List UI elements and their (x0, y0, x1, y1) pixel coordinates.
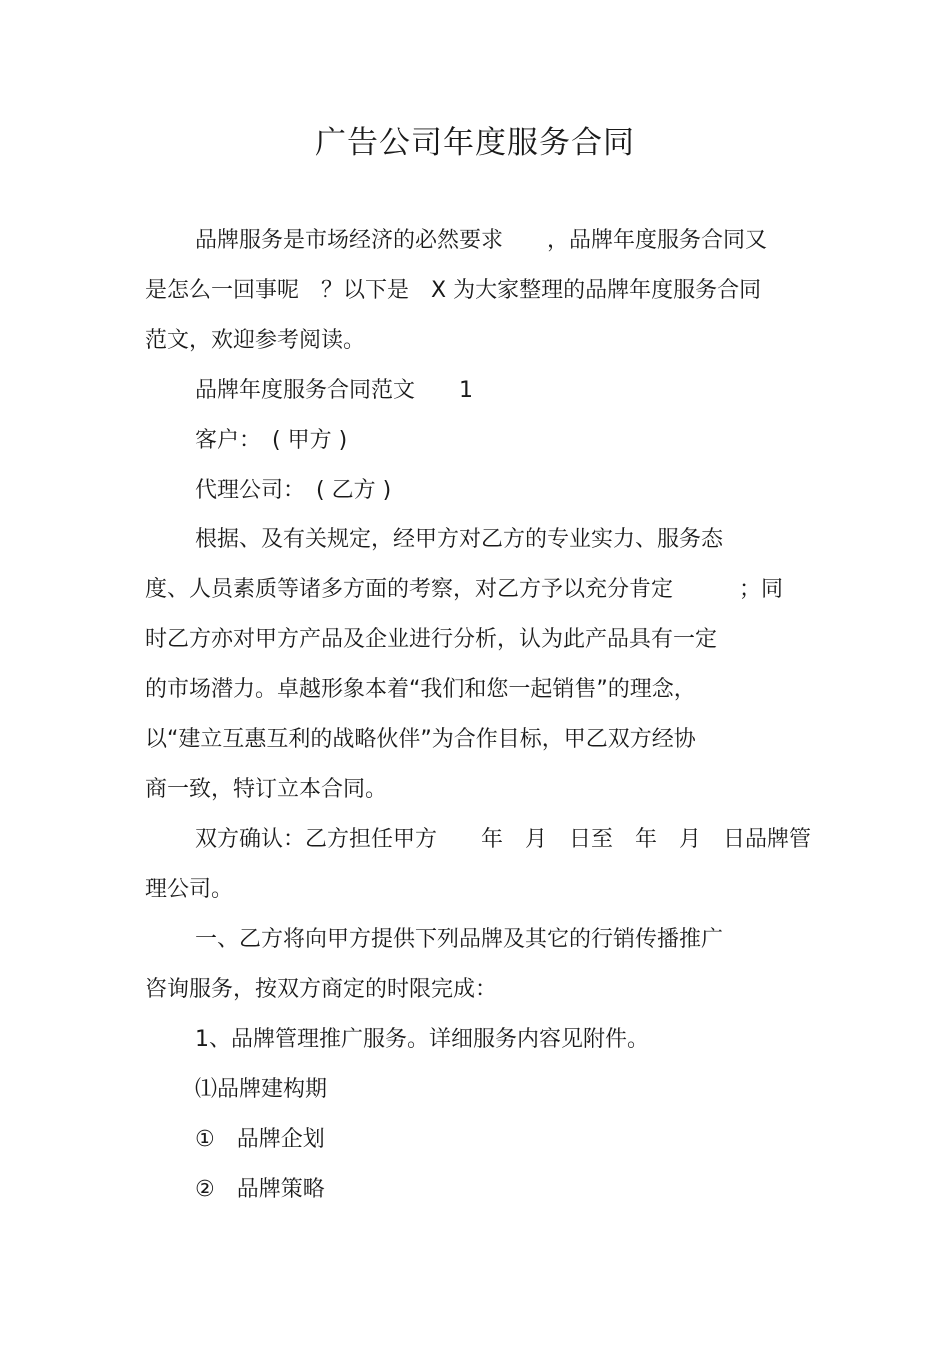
paragraph-line: 度、人员素质等诸多方面的考察，对乙方予以充分肯定 ；同 (145, 577, 784, 602)
section-heading: 品牌年度服务合同范文 1 (195, 378, 473, 403)
list-item: 1、品牌管理推广服务。详细服务内容见附件。 (195, 1027, 649, 1052)
paragraph-line: 品牌服务是市场经济的必然要求 ，品牌年度服务合同又 (195, 228, 768, 253)
paragraph-line: 一、乙方将向甲方提供下列品牌及其它的行销传播推广 (195, 927, 724, 952)
paragraph-line: 理公司。 (145, 877, 234, 902)
document-title: 广告公司年度服务合同 (315, 125, 635, 161)
list-item: ⑴品牌建构期 (195, 1077, 328, 1102)
paragraph-line: 根据、及有关规定，经甲方对乙方的专业实力、服务态 (195, 527, 724, 552)
paragraph-line: 以“建立互惠互利的战略伙伴”为合作目标，甲乙双方经协 (145, 727, 696, 752)
paragraph-line: 是怎么一回事呢 ？以下是 X 为大家整理的品牌年度服务合同 (145, 278, 762, 303)
paragraph-line: 咨询服务，按双方商定的时限完成： (145, 977, 498, 1002)
party-b-line: 代理公司： ( 乙方 ) (195, 478, 392, 503)
paragraph-line: 时乙方亦对甲方产品及企业进行分析，认为此产品具有一定 (145, 627, 718, 652)
party-a-line: 客户： ( 甲方 ) (195, 428, 348, 453)
paragraph-line: 双方确认：乙方担任甲方 年 月 日至 年 月 日品牌管 (195, 827, 812, 852)
paragraph-line: 商一致，特订立本合同。 (145, 777, 388, 802)
list-item: ① 品牌企划 (195, 1127, 325, 1152)
paragraph-line: 的市场潜力。卓越形象本着“我们和您一起销售”的理念， (145, 677, 696, 702)
paragraph-line: 范文，欢迎参考阅读。 (145, 328, 366, 353)
list-item: ② 品牌策略 (195, 1177, 325, 1202)
